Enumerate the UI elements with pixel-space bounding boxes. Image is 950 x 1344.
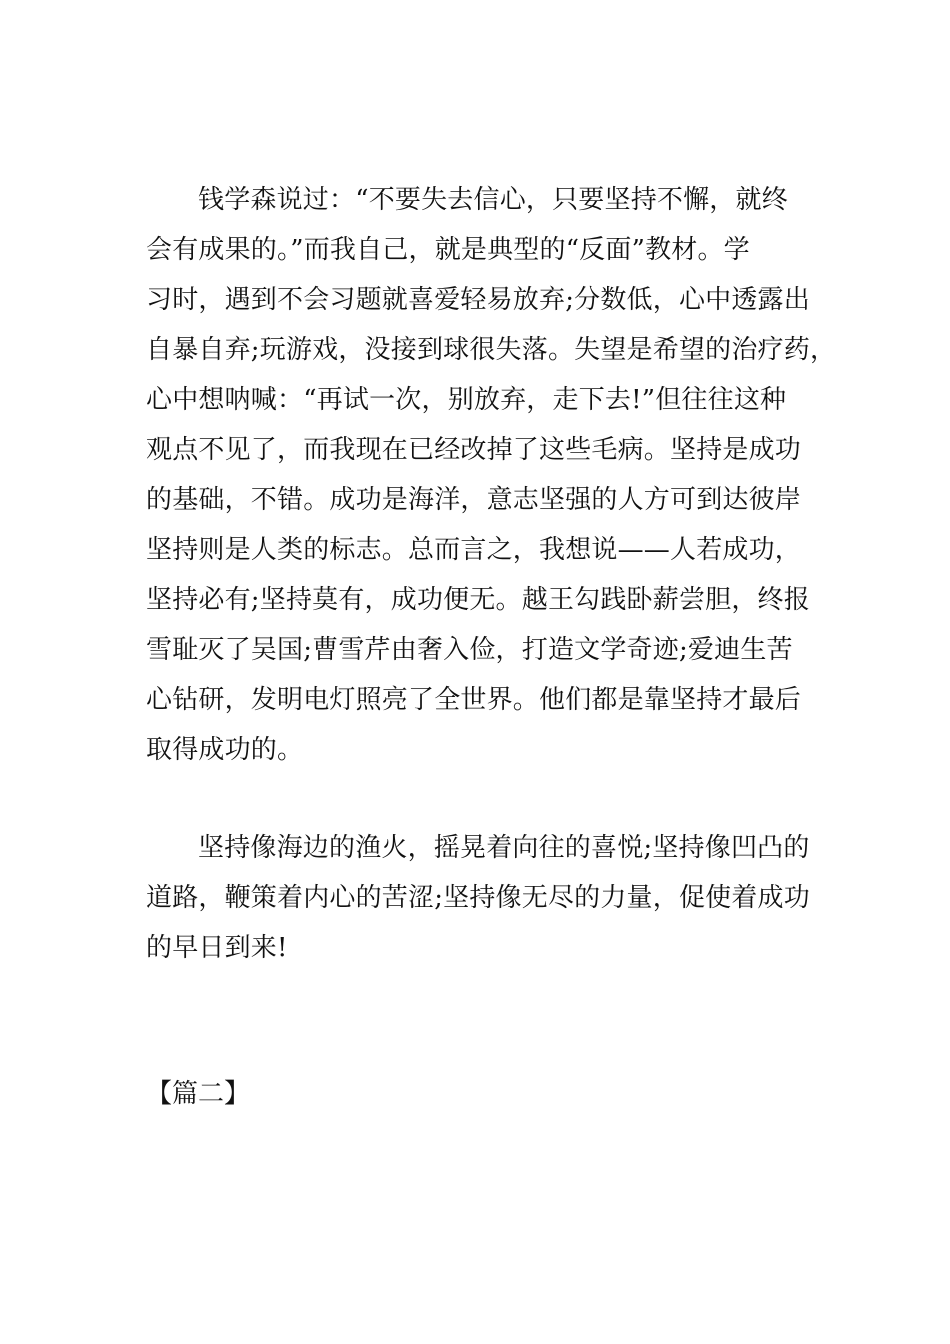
paragraph-line: 钱学森说过：“不要失去信心，只要坚持不懈，就终 xyxy=(198,185,788,215)
paragraph-line: 的基础，不错。成功是海洋，意志坚强的人方可到达彼岸 xyxy=(146,485,802,515)
paragraph-line: 观点不见了，而我现在已经改掉了这些毛病。坚持是成功 xyxy=(146,435,802,465)
paragraph-line: 坚持则是人类的标志。总而言之，我想说——人若成功， xyxy=(146,535,802,565)
paragraph-line: 的早日到来! xyxy=(146,933,288,963)
paragraph-line: 取得成功的。 xyxy=(146,735,304,765)
section-heading: 【篇二】 xyxy=(146,1079,251,1109)
paragraph-line: 心钻研，发明电灯照亮了全世界。他们都是靠坚持才最后 xyxy=(146,685,802,715)
paragraph-line: 坚持像海边的渔火，摇晃着向往的喜悦;坚持像凹凸的 xyxy=(198,833,810,863)
paragraph-line: 雪耻灭了吴国;曹雪芹由奢入俭，打造文学奇迹;爱迪生苦 xyxy=(146,635,793,665)
paragraph-line: 自暴自弃;玩游戏，没接到球很失落。失望是希望的治疗药， xyxy=(146,335,837,365)
paragraph-line: 道路，鞭策着内心的苦涩;坚持像无尽的力量，促使着成功 xyxy=(146,883,810,913)
paragraph-line: 心中想呐喊：“再试一次，别放弃，走下去!”但往往这种 xyxy=(146,385,787,415)
paragraph-line: 坚持必有;坚持莫有，成功便无。越王勾践卧薪尝胆，终报 xyxy=(146,585,810,615)
paragraph-line: 习时，遇到不会习题就喜爱轻易放弃;分数低，心中透露出 xyxy=(146,285,810,315)
paragraph-line: 会有成果的。”而我自己，就是典型的“反面”教材。学 xyxy=(146,235,750,265)
